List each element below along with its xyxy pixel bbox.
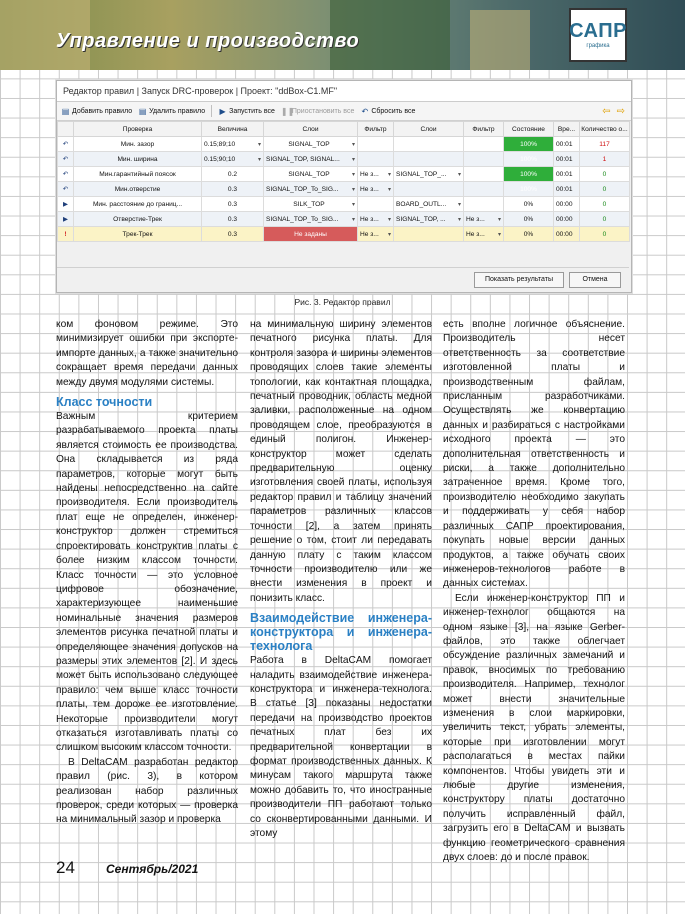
col-header-time[interactable]: Вре... (554, 122, 580, 137)
cell-state: 100% (504, 182, 554, 197)
cell-state: 100% (504, 152, 554, 167)
banner-decoration (470, 10, 530, 70)
toolbar-separator (211, 105, 212, 117)
cell-layers[interactable]: SIGNAL_TOP, SIGNAL... ▾ (264, 152, 358, 167)
col-header-layers2[interactable]: Слои (394, 122, 464, 137)
table-row[interactable] (58, 212, 630, 227)
cell-filter[interactable] (358, 152, 394, 167)
section-title: Управление и производство (56, 30, 360, 52)
show-results-button[interactable]: Показать результаты (474, 272, 564, 288)
cell-filter[interactable]: Не з... ▾ (358, 182, 394, 197)
cell-filter2[interactable]: Не з... ▾ (464, 227, 504, 242)
cell-value[interactable]: 0.3 (202, 197, 264, 212)
cell-check: Трек-Трек (74, 227, 202, 242)
paragraph: на минимальную ширину элементов печатного рисунка платы. Для контроля зазора и ширины элементов проводящих слоев такие элементы топологии, как контактная площадка, печатный проводник, область медной заливки, расположенные на одном проводящем слое, преобразуются в единый полигон. Инженер-конструктор может сделать предварительную оценку изготовления своей платы, используя редактор правил и таблицу значений параметров различных классов точности [2], а затем принять решение о том, стоит ли передавать данную плату с таким классом точности производителю или же внести изменения в проект и понизить класс. (250, 319, 432, 604)
col-header-check[interactable]: Проверка (74, 122, 202, 137)
reset-all-button[interactable] (360, 107, 415, 116)
cell-check: Мин. расстояние до границ... (74, 197, 202, 212)
rule-editor-window (56, 80, 632, 293)
pause-icon: ❚❚ (280, 106, 295, 116)
cell-count: 0 (580, 167, 630, 182)
cell-count: 117 (580, 137, 630, 152)
remove-rule-button[interactable] (138, 107, 205, 116)
play-icon[interactable]: ▶ (58, 212, 74, 227)
cell-filter2[interactable] (464, 167, 504, 182)
col-header-filter[interactable]: Фильтр (358, 122, 394, 137)
cell-state: 0% (504, 227, 554, 242)
cancel-button[interactable]: Отмена (569, 272, 621, 288)
cell-state: 0% (504, 212, 554, 227)
cell-filter2[interactable] (464, 197, 504, 212)
cell-time: 00:00 (554, 212, 580, 227)
section-heading: Взаимодействие инженера-конструктора и инженера-технолога (250, 611, 432, 654)
cell-layers2[interactable] (394, 152, 464, 167)
cell-layers2[interactable]: SIGNAL_TOP_... ▾ (394, 167, 464, 182)
magazine-logo (569, 8, 627, 62)
cell-layers[interactable]: SIGNAL_TOP ▾ (264, 167, 358, 182)
table-row[interactable] (58, 197, 630, 212)
cell-layers2[interactable]: SIGNAL_TOP, ... ▾ (394, 212, 464, 227)
cell-layers[interactable]: SIGNAL_TOP_To_SIG... ▾ (264, 212, 358, 227)
cell-count: 0 (580, 227, 630, 242)
col-header-layers[interactable]: Слои (264, 122, 358, 137)
paragraph: Важным критерием разрабатываемого проекта платы является стоимость ее производства. Она складывается из ряда параметров, которые могут быть найдены непосредственно на сайте производителя. Если производитель плат еще не определен, инженер-конструктор должен стремиться спроектировать конструктив платы с более низким классом точности. Класс точности — это условное цифровое обозначение, характеризующее наименьшие номинальные значения размеров элементов рисунка печатной платы и определяющее значения допусков на размеры этих элементов [2]. И здесь может быть использовано следующее правило: чем выше класс точности платы, тем дороже ее изготовление. Некоторые производители могут отказаться изготавливать платы со слишком высоким классом точности. (56, 411, 238, 754)
add-rule-button[interactable] (61, 107, 132, 116)
table-row[interactable] (58, 182, 630, 197)
cell-time: 00:00 (554, 197, 580, 212)
pause-all-label: Приостановить все (291, 107, 355, 115)
article-column-3 (443, 318, 625, 865)
cell-value[interactable]: 0.3 (202, 227, 264, 242)
cell-layers[interactable]: SIGNAL_TOP ▾ (264, 137, 358, 152)
cell-layers[interactable]: SILK_TOP ▾ (264, 197, 358, 212)
play-icon: ▶ (219, 106, 226, 116)
cell-filter2[interactable] (464, 182, 504, 197)
cell-count: 1 (580, 152, 630, 167)
cell-count: 0 (580, 182, 630, 197)
cell-time: 00:00 (554, 227, 580, 242)
cell-filter[interactable]: Не з... ▾ (358, 227, 394, 242)
cell-check: Мин. зазор (74, 137, 202, 152)
paragraph: ком фоновом режиме. Это минимизирует ошибки при экспорте-импорте данных, а также значительно сокращает время передачи данных между двумя модулями системы. (56, 319, 238, 388)
run-all-label: Запустить все (229, 107, 275, 115)
window-title: Редактор правил | Запуск DRC-проверок | Проект: "ddBox-C1.MF" (57, 81, 631, 102)
add-rule-label: Добавить правило (72, 107, 133, 115)
col-header-icon (58, 122, 74, 137)
cell-time: 00:01 (554, 167, 580, 182)
cell-time: 00:01 (554, 137, 580, 152)
remove-rule-icon: ▤ (138, 106, 147, 116)
figure-caption: Рис. 3. Редактор правил (294, 297, 391, 307)
logo-text: САПР (569, 20, 627, 42)
pause-all-button[interactable] (281, 107, 354, 116)
article-column-2 (250, 318, 432, 841)
cell-layers2[interactable] (394, 137, 464, 152)
undo-icon: ↶ (361, 106, 369, 116)
cell-value[interactable]: 0.15;89;10 ▾ (202, 137, 264, 152)
remove-rule-label: Удалить правило (149, 107, 206, 115)
cell-state: 100% (504, 137, 554, 152)
undo-icon[interactable]: ↶ (58, 137, 74, 152)
cell-value[interactable]: 0.2 (202, 167, 264, 182)
table-header-row (58, 122, 630, 137)
undo-icon[interactable]: ↶ (58, 182, 74, 197)
section-heading: Класс точности (56, 395, 153, 410)
add-rule-icon: ▤ (61, 106, 70, 116)
table-row[interactable] (58, 137, 630, 152)
col-header-filter2[interactable]: Фильтр (464, 122, 504, 137)
magazine-header-banner (0, 0, 685, 70)
cell-filter2[interactable] (464, 152, 504, 167)
arrow-left-icon[interactable]: ⇦ (602, 105, 611, 117)
paragraph: В DeltaCAM разработан редактор правил (рис. 3), в котором реализован набор различных проверок, среди которых — проверка на минимальный зазор и проверка (56, 756, 238, 826)
cell-filter[interactable]: Не з... ▾ (358, 167, 394, 182)
cell-value[interactable]: 0.3 (202, 212, 264, 227)
cell-time: 00:01 (554, 152, 580, 167)
cell-check: Мин.гарантийный поясок (74, 167, 202, 182)
issue-date: Сентябрь/2021 (106, 862, 199, 876)
reset-all-label: Сбросить все (371, 107, 416, 115)
page-number: 24 (56, 858, 75, 877)
col-header-state[interactable]: Состояние (504, 122, 554, 137)
article-column-1 (56, 318, 238, 828)
table-row[interactable] (58, 167, 630, 182)
arrow-right-icon[interactable]: ⇨ (616, 105, 625, 117)
cell-layers[interactable]: Не заданы (264, 227, 358, 242)
cell-value[interactable]: 0.15;90;10 ▾ (202, 152, 264, 167)
cell-filter2[interactable]: Не з... ▾ (464, 212, 504, 227)
paragraph: Если инженер-конструктор ПП и инженер-технолог общаются на одном языке [3], на языке Gerber-файлов, это также облегчает обсуждение различных замечаний и правок, вносимых по требованию производителя. Например, технолог может внести значительные изменения в слои маркировки, увеличить текст, убрать элементы, которые при изготовлении могут располагаться в местах пайки компонентов. Чтобы увидеть эти и любые другие изменения, конструктору платы достаточно получить исправленный файл, загрузить его в DeltaCAM и вызвать функцию геометрического сравнения двух слоев: до и после правок. (443, 592, 625, 864)
cell-check: Мин. ширина (74, 152, 202, 167)
play-icon[interactable]: ▶ (58, 197, 74, 212)
paragraph: Работа в DeltaCAM помогает наладить взаимодействие инженера-конструктора и инженера-технолога. В статье [3] показаны недостатки передачи на производство проектов печатных плат без их предварительной конвертации в формат производственных данных. К минусам такого маршрута также можно добавить то, что иностранные производители ПП работают только со сконвертированными данными. И этому (250, 655, 432, 839)
table-row[interactable] (58, 152, 630, 167)
cell-check: Мин.отверстие (74, 182, 202, 197)
cell-filter[interactable]: Не з... ▾ (358, 212, 394, 227)
nav-arrows (602, 106, 625, 117)
cell-count: 0 (580, 197, 630, 212)
cell-time: 00:01 (554, 182, 580, 197)
undo-icon[interactable]: ↶ (58, 152, 74, 167)
cell-layers2[interactable] (394, 227, 464, 242)
paragraph: есть вполне логичное объяснение. Производитель несет ответственность за соответствие изготовленной платы и производственным файлам, присланным разработчиками. Осуществлять же конвертацию данных и разбираться с настройками исходного проекта — это дополнительная ответственность и риски, а также дополнительно затраченное время. Кроме того, производителю необходимо закупать и поддерживать у себя набор различных САПР проектирования, покупать новые версии данных продуктов, а также обучать своих инженеров-технологов работе в данных системах. (443, 319, 625, 590)
logo-subtext: графика (586, 43, 610, 49)
cell-layers2[interactable]: BOARD_OUTL... ▾ (394, 197, 464, 212)
cell-state: 0% (504, 197, 554, 212)
warning-icon[interactable]: ! (58, 227, 74, 242)
undo-icon[interactable]: ↶ (58, 167, 74, 182)
cell-state: 100% (504, 167, 554, 182)
rules-table (57, 121, 630, 242)
cell-filter2[interactable] (464, 137, 504, 152)
cell-check: Отверстие-Трек (74, 212, 202, 227)
run-all-button[interactable] (218, 107, 275, 116)
cell-filter[interactable] (358, 197, 394, 212)
col-header-count[interactable]: Количество о... (580, 122, 630, 137)
cell-layers2[interactable] (394, 182, 464, 197)
cell-layers[interactable]: SIGNAL_TOP_To_SIG... ▾ (264, 182, 358, 197)
cell-filter[interactable] (358, 137, 394, 152)
cell-count: 0 (580, 212, 630, 227)
editor-footer (57, 267, 629, 292)
editor-toolbar (57, 102, 631, 121)
cell-value[interactable]: 0.3 (202, 182, 264, 197)
table-row[interactable] (58, 227, 630, 242)
col-header-value[interactable]: Величина (202, 122, 264, 137)
